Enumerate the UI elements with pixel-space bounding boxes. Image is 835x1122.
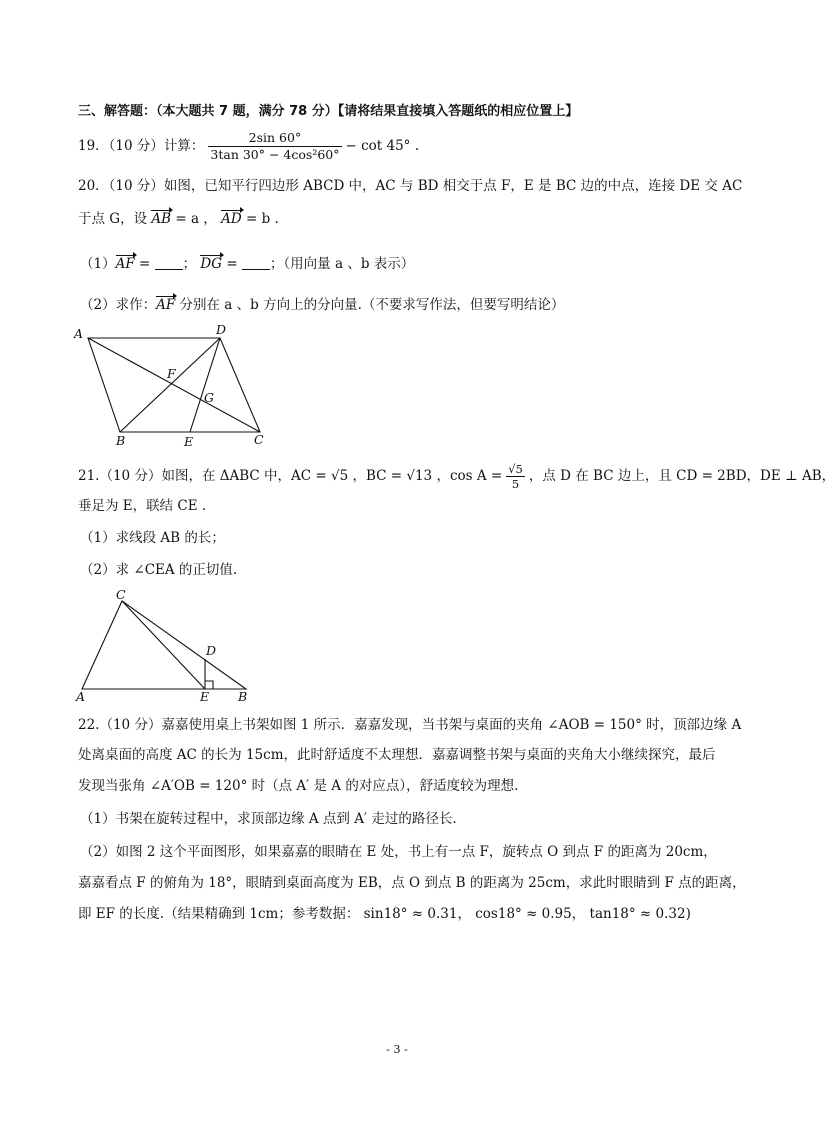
label-e: E [184,434,194,449]
q20-part1-label: （1） [80,256,116,272]
q21-line1-tail: ，点 D 在 BC 边上，且 CD = 2BD，DE ⊥ AB， [528,468,835,484]
q22-part2-line1: （2）如图 2 这个平面图形，如果嘉嘉的眼睛在 E 处，书上有一点 F，旋转点 O 到点 F 的距离为 20cm， [80,844,717,860]
q20-part1-eq1: = [139,256,155,272]
vector-dg: DG [200,256,223,272]
label-e: E [200,689,210,704]
q20-part1 [80,255,414,273]
parallelogram-figure [70,322,280,450]
q20-part1-note: ；（用向量 a 、b 表示） [269,256,415,272]
q21-line1-text: 21.（10 分）如图，在 ΔABC 中，AC = √5 ，BC = √13 ，cos A = [78,468,503,484]
q22-line3: 发现当张角 ∠A′OB = 120° 时（点 A′ 是 A 的对应点），舒适度较为理想. [78,778,519,794]
answer-blank-dg[interactable] [242,257,270,270]
q21-part1: （1）求线段 AB 的长； [80,530,225,546]
section-heading: 三、解答题：（本大题共 7 题，满分 78 分）【请将结果直接填入答题纸的相应位置上】 [78,104,579,119]
q21-line2: 垂足为 E，联结 CE . [78,498,207,514]
label-c: C [116,587,126,602]
answer-blank-af[interactable] [155,257,183,270]
q20-part1-eq2: = [226,256,242,272]
q22-part2-line3: 即 EF 的长度.（结果精确到 1cm；参考数据： sin18° ≈ 0.31， cos18° ≈ 0.95， tan18° ≈ 0.32) [78,906,691,922]
q20-part2-label: （2）求作： [80,297,157,313]
diagonal-ac [88,338,260,432]
q19-lead: 19．（10 分）计算： [78,138,205,154]
q22-part1: （1）书架在旋转过程中，求顶部边缘 A 点到 A′ 走过的路径长. [80,811,457,827]
label-a: A [76,689,86,704]
q21-cos-fraction [506,462,525,491]
q20-eq-b: = b . [245,211,279,227]
q22-part2-line2: 嘉嘉看点 F 的俯角为 18°，眼睛到桌面高度为 EB，点 O 到点 B 的距离为 25cm，求此时眼睛到 F 点的距离， [78,875,746,891]
right-angle-mark [205,681,213,689]
q20-part2-text: 分别在 a 、b 方向上的分向量.（不要求写作法，但要写明结论） [175,297,565,313]
q22-line1: 22.（10 分）嘉嘉使用桌上书架如图 1 所示．嘉嘉发现，当书架与桌面的夹角 ∠AOB = 150° 时，顶部边缘 A [78,717,742,733]
page-number: - 3 - [386,1043,408,1056]
label-d: D [206,643,217,658]
label-b: B [116,433,126,448]
label-f: F [167,366,176,381]
label-c: C [254,432,264,447]
q19-fraction [208,130,341,163]
label-d: D [216,322,227,337]
q22-line2: 处离桌面的高度 AC 的长为 15cm，此时舒适度不太理想．嘉嘉调整书架与桌面的夹角大小继续探究，最后 [78,747,716,763]
q20-eq-a: = a ， [175,211,217,227]
q21-cos-denominator: 5 [511,477,520,491]
vector-ab: AB [151,211,172,227]
q21-part2: （2）求 ∠CEA 的正切值. [80,562,238,578]
q21-line1 [78,462,835,491]
q21-cos-numerator: √5 [508,462,523,476]
q20-line2 [78,210,279,228]
question-19 [78,130,419,163]
label-b: B [238,689,248,704]
vector-ad: AD [221,211,242,227]
q19-tail: − cot 45° . [345,138,420,154]
q20-part1-sep: ； [182,256,197,272]
triangle-figure [72,587,262,705]
vector-af-2: AF [156,297,176,313]
q20-part2 [80,296,564,314]
segment-ce [122,601,205,689]
label-g: G [204,390,214,405]
q20-line1: 20．（10 分）如图，已知平行四边形 ABCD 中，AC 与 BD 相交于点 F，E 是 BC 边的中点，连接 DE 交 AC [78,178,743,194]
label-a: A [74,326,84,341]
q19-denominator: 3tan 30° − 4cos²60° [210,147,340,162]
q20-line2-text: 于点 G，设 [78,211,148,227]
q19-numerator: 2sin 60° [208,130,341,147]
vector-af: AF [115,256,135,272]
